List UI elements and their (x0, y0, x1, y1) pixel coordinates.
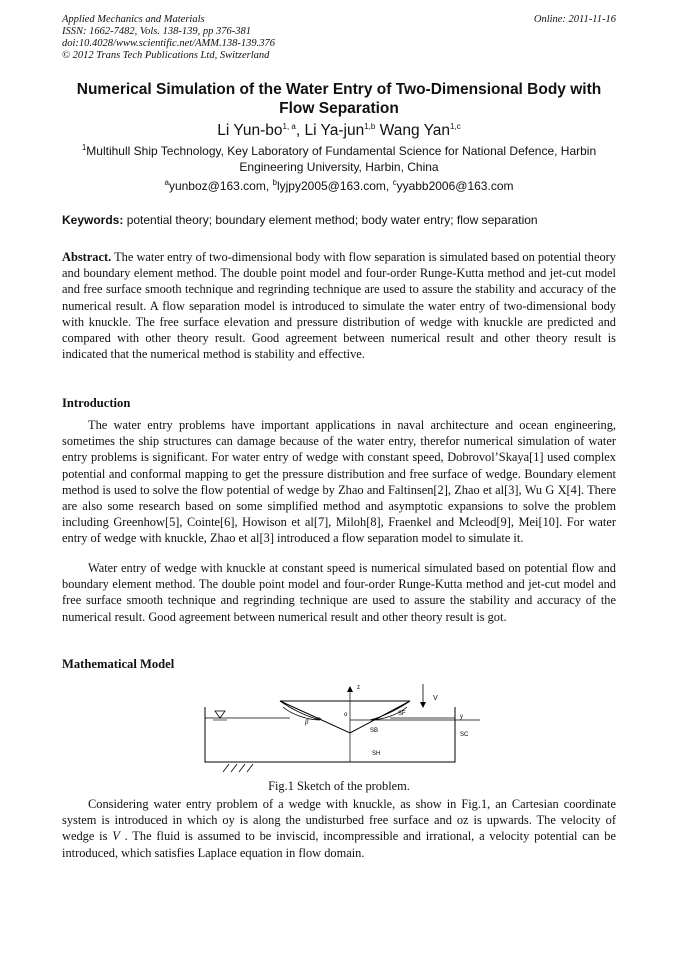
section-heading-math-model: Mathematical Model (62, 657, 175, 671)
velocity-arrow-icon (420, 702, 426, 708)
velocity-label: V (433, 695, 438, 702)
math-velocity-symbol: V (112, 829, 120, 844)
email-list: $^a$yunboz@163.com, $^b$lyjpy2005@163.com, $^c$yyabb2006@163.com (164, 178, 514, 193)
author-sup: 1,c (450, 121, 461, 131)
sc-label: SC (460, 732, 469, 738)
introduction-paragraph-1: The water entry problems have important applications in naval architecture and ocean engineering, sometimes the ship structures can damage because of the water entry, therefor numerical simulation of water entry problems is significant. For water entry of wedge with constant speed, Dobrovol’Skaya[1] used complex potential and conformal mapping to get the pressure distribution and free surface of wedge. Boundary element method is used to solve the flow potential of wedge by Zhao and Faltinsen[2], Zhao et al[3], Wu G X[4]. There are also some research based on some simplified method and asymptotic expansions to solve the problem including Greenhow[5], Cointe[6], Howison et al[7], Miloh[8], Fraenkel and Mcleod[9], Mei[10]. For water entry of wedge with knuckle, Zhao et al[3] introduced a flow separation model to simulate it. (62, 418, 616, 546)
email-link[interactable]: yyabb2006@163.com (396, 179, 514, 193)
figure-caption: Fig.1 Sketch of the problem. (268, 779, 410, 793)
email-link[interactable]: yunboz@163.com (168, 179, 266, 193)
doi-line: doi:10.4028/www.scientific.net/AMM.138-139.376 (62, 38, 275, 49)
bottom-hatch (223, 764, 253, 772)
author-name: Li Yun-bo (217, 122, 283, 139)
section-heading-introduction: Introduction (62, 396, 131, 410)
fluid-domain-boundary (205, 707, 455, 762)
z-axis-label: z (357, 685, 360, 691)
journal-name: Applied Mechanics and Materials (62, 14, 205, 25)
keywords (62, 212, 616, 228)
affiliation-text: Multihull Ship Technology, Key Laboratory of Fundamental Science for National Defence, Harbin Engineering University, Harbin, China (86, 144, 597, 174)
author-name: Wang Yan (379, 122, 451, 139)
introduction-paragraph-2: Water entry of wedge with knuckle at constant speed is numerical simulated based on potential flow and boundary element method. The double point model and four-order Runge-Kutta method and jet-cut model and free surface smooth technique and regrinding technique are used to assure the stability and accuracy of the numerical result. Good agreement between numerical result and other theory result is got. (62, 561, 616, 624)
author-name: Li Ya-jun (304, 122, 365, 139)
math-text-a: Considering water entry problem of a wedge with knuckle, as show in Fig.1, an Cartesian coordinate system is introduced in which oy is along the undisturbed free surface and oz is upwards. The velocity of wedge is (62, 797, 616, 844)
sf-label: SF (398, 711, 406, 717)
online-date: Online: 2011-11-16 (533, 14, 616, 25)
email-sup: a (164, 178, 169, 187)
origin-label: o (344, 712, 348, 718)
y-axis-label: y (460, 714, 463, 720)
copyright-line: © 2012 Trans Tech Publications Ltd, Switzerland (62, 50, 270, 61)
author-sup: 1,b (364, 121, 376, 131)
abstract (62, 249, 616, 362)
water-level-icon (215, 711, 225, 718)
keywords-label: Keywords: (62, 213, 124, 227)
z-axis-arrow-icon (347, 686, 353, 692)
math-text-b: . The fluid is assumed to be inviscid, incompressible and irrational, a velocity potential can be introduced, which satisfies Laplace equation in flow domain. (62, 829, 616, 860)
affiliation (62, 143, 616, 175)
abstract-text: The water entry of two-dimensional body with flow separation is simulated based on potential theory and boundary element method. The double point model and four-order Runge-Kutta method and jet-cut model and free surface smooth technique and regrinding technique are used to assure the stability and accuracy of the numerical result. A flow separation model is introduced to simulate the water entry of two-dimensional body with knuckle. The free surface elevation and pressure distribution of wedge with knuckle are predicted and compared with other theory result. Good agreement between numerical result and other theory result is indicated that the numerical method is stability and effective. (62, 250, 616, 362)
math-model-paragraph (62, 796, 616, 861)
journal-header (62, 14, 275, 62)
deadrise-angle-label: β (305, 718, 309, 726)
keywords-text: potential theory; boundary element method; body water entry; flow separation (126, 213, 538, 227)
paper-title: Numerical Simulation of the Water Entry of Two-Dimensional Body with Flow Separation (76, 81, 602, 117)
email-sup: c (392, 178, 397, 187)
issn-line: ISSN: 1662-7482, Vols. 138-139, pp 376-381 (62, 26, 251, 37)
problem-sketch-figure (195, 678, 469, 776)
sh-label: SH (372, 751, 381, 757)
email-link[interactable]: lyjpy2005@163.com (276, 179, 386, 193)
abstract-label: Abstract. (62, 250, 112, 264)
author-sup: 1, a (282, 121, 296, 131)
author-list: Li Yun-bo$^{1, a}$, Li Ya-jun$^{1,b}$ Wang Yan$^{1,c}$ (217, 121, 461, 139)
email-sup: b (272, 178, 277, 187)
affiliation-sup: 1 (81, 143, 87, 152)
sb-label: SB (370, 728, 379, 734)
